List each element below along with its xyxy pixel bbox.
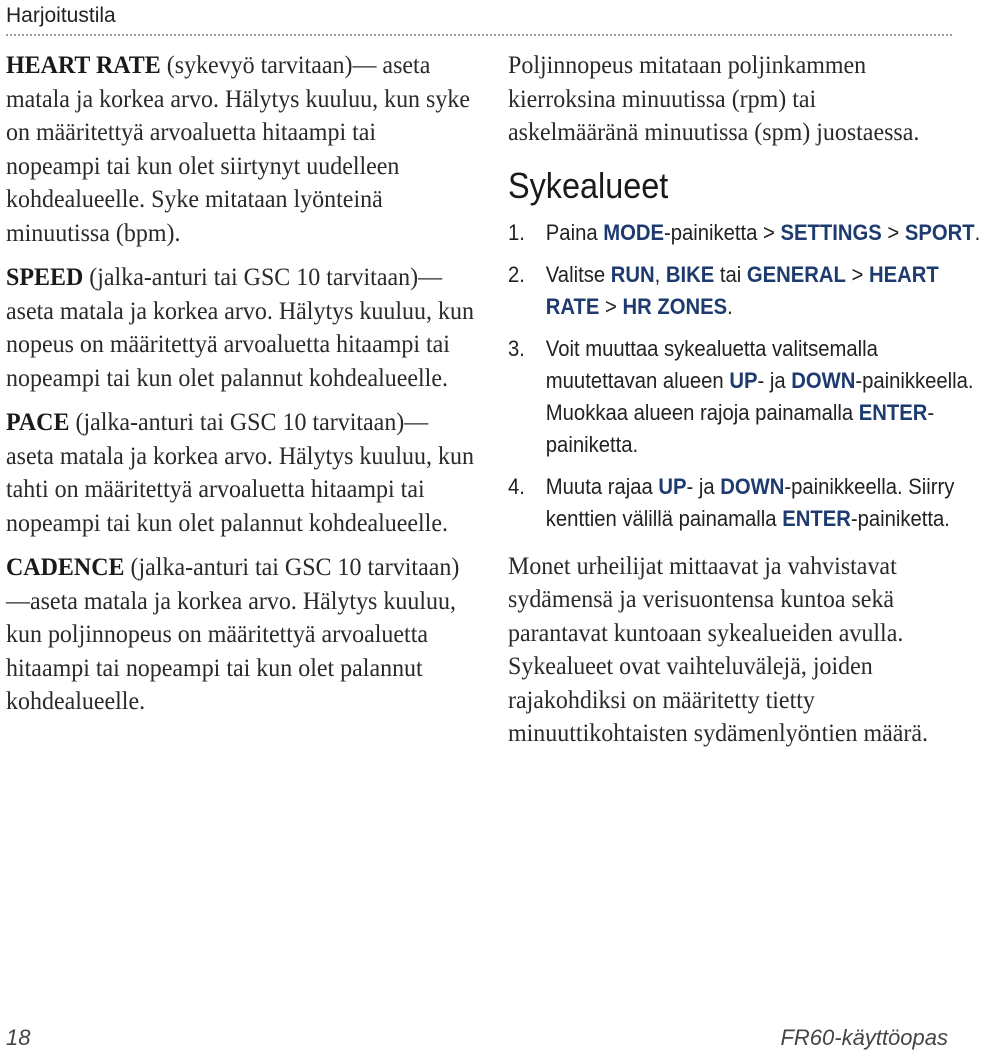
cadence-intro-paragraph: Poljinnopeus mitataan poljinkammen kierroksina minuutissa (rpm) tai askelmääränä minuutissa (spm) juostaessa. [508,50,920,146]
step-number: 4. [508,473,525,499]
step-text: , [654,261,666,287]
document-title: FR60-käyttöopas [780,1025,948,1050]
speed-text: (jalka-anturi tai GSC 10 tarvitaan)—aseta matala ja korkea arvo. Hälytys kuuluu, kun nopeus on määritettyä arvoaluetta hitaampi tai nopeampi tai kun olet palannut kohdealueelle. [6,262,474,392]
button-keyword: DOWN [720,473,785,499]
button-keyword: SPORT [904,219,975,245]
section-heading: Sykealueet [508,164,669,206]
left-column [6,48,476,729]
button-keyword: UP [729,367,758,393]
step-text: - ja [686,473,721,499]
step-text: . [974,219,981,245]
step-item [508,217,987,249]
step-text: Paina [545,219,604,245]
step-item [508,471,987,535]
button-keyword: GENERAL [746,261,846,287]
steps-list [508,217,981,535]
speed-term: SPEED [6,262,84,291]
step-text: - ja [757,367,792,393]
button-keyword: ENTER [858,399,928,425]
step-text: -painiketta. [850,505,950,531]
heart-rate-text: (sykevyö tarvitaan)— aseta matala ja korkea arvo. Hälytys kuuluu, kun syke on määritettyä arvoaluetta hitaampi tai nopeampi tai kun olet siirtynyt uudelleen kohdealueelle. Syke mitataan lyönteinä minuutissa (bpm). [6,50,470,247]
button-keyword: HR ZONES [622,293,728,319]
step-text: -painiketta. [545,399,935,457]
section-header: Harjoitustila [6,4,116,27]
pace-text: (jalka-anturi tai GSC 10 tarvitaan)—aseta matala ja korkea arvo. Hälytys kuuluu, kun tahti on määritettyä arvoaluetta hitaampi tai nopeampi tai kun olet palannut kohdealueelle. [6,407,474,537]
page-number: 18 [6,1025,31,1050]
step-text: -painikkeella. Muokkaa alueen rajoja painamalla [545,367,974,425]
button-keyword: BIKE [665,261,715,287]
step-text: . [727,293,733,319]
heart-rate-term: HEART RATE [6,50,161,79]
right-column [508,48,981,761]
step-text: Voit muuttaa sykealuetta valitsemalla muutettavan alueen [545,335,878,393]
pace-paragraph [6,405,474,539]
step-text: tai [714,261,747,287]
step-text: > [845,261,869,287]
step-item [508,259,987,323]
cadence-paragraph [6,550,474,718]
button-keyword: DOWN [791,367,856,393]
step-text: -painiketta > [663,219,781,245]
step-text: > [881,219,905,245]
button-keyword: MODE [603,219,664,245]
closing-paragraph: Monet urheilijat mittaavat ja vahvistavat sydämensä ja verisuontensa kuntoa sekä parantavat kuntoaan sykealueiden avulla. Sykealueet ovat vaihteluvälejä, joiden rajakohdiksi on määritetty tietty minuuttikohtaisten sydämenlyöntien määrä. [508,550,929,747]
step-text: Valitse [545,261,611,287]
button-keyword: UP [658,473,687,499]
pace-term: PACE [6,407,70,436]
cadence-text: (jalka-anturi tai GSC 10 tarvitaan)—aseta matala ja korkea arvo. Hälytys kuuluu, kun poljinnopeus on määritettyä arvoaluetta hitaampi tai nopeampi tai kun olet palannut kohdealueelle. [6,552,460,715]
button-keyword: HEART RATE [545,261,939,319]
button-keyword: ENTER [782,505,851,531]
step-text: -painikkeella. Siirry kenttien välillä painamalla [545,473,955,531]
speed-paragraph [6,260,474,394]
step-item [508,333,987,461]
step-text: > [599,293,623,319]
button-keyword: SETTINGS [780,219,882,245]
step-number: 3. [508,335,525,361]
heart-rate-paragraph [6,48,474,249]
header-divider [6,34,952,36]
step-text: Muuta rajaa [545,473,659,499]
button-keyword: RUN [610,261,655,287]
step-number: 2. [508,261,525,287]
cadence-term: CADENCE [6,552,125,581]
step-number: 1. [508,219,525,245]
